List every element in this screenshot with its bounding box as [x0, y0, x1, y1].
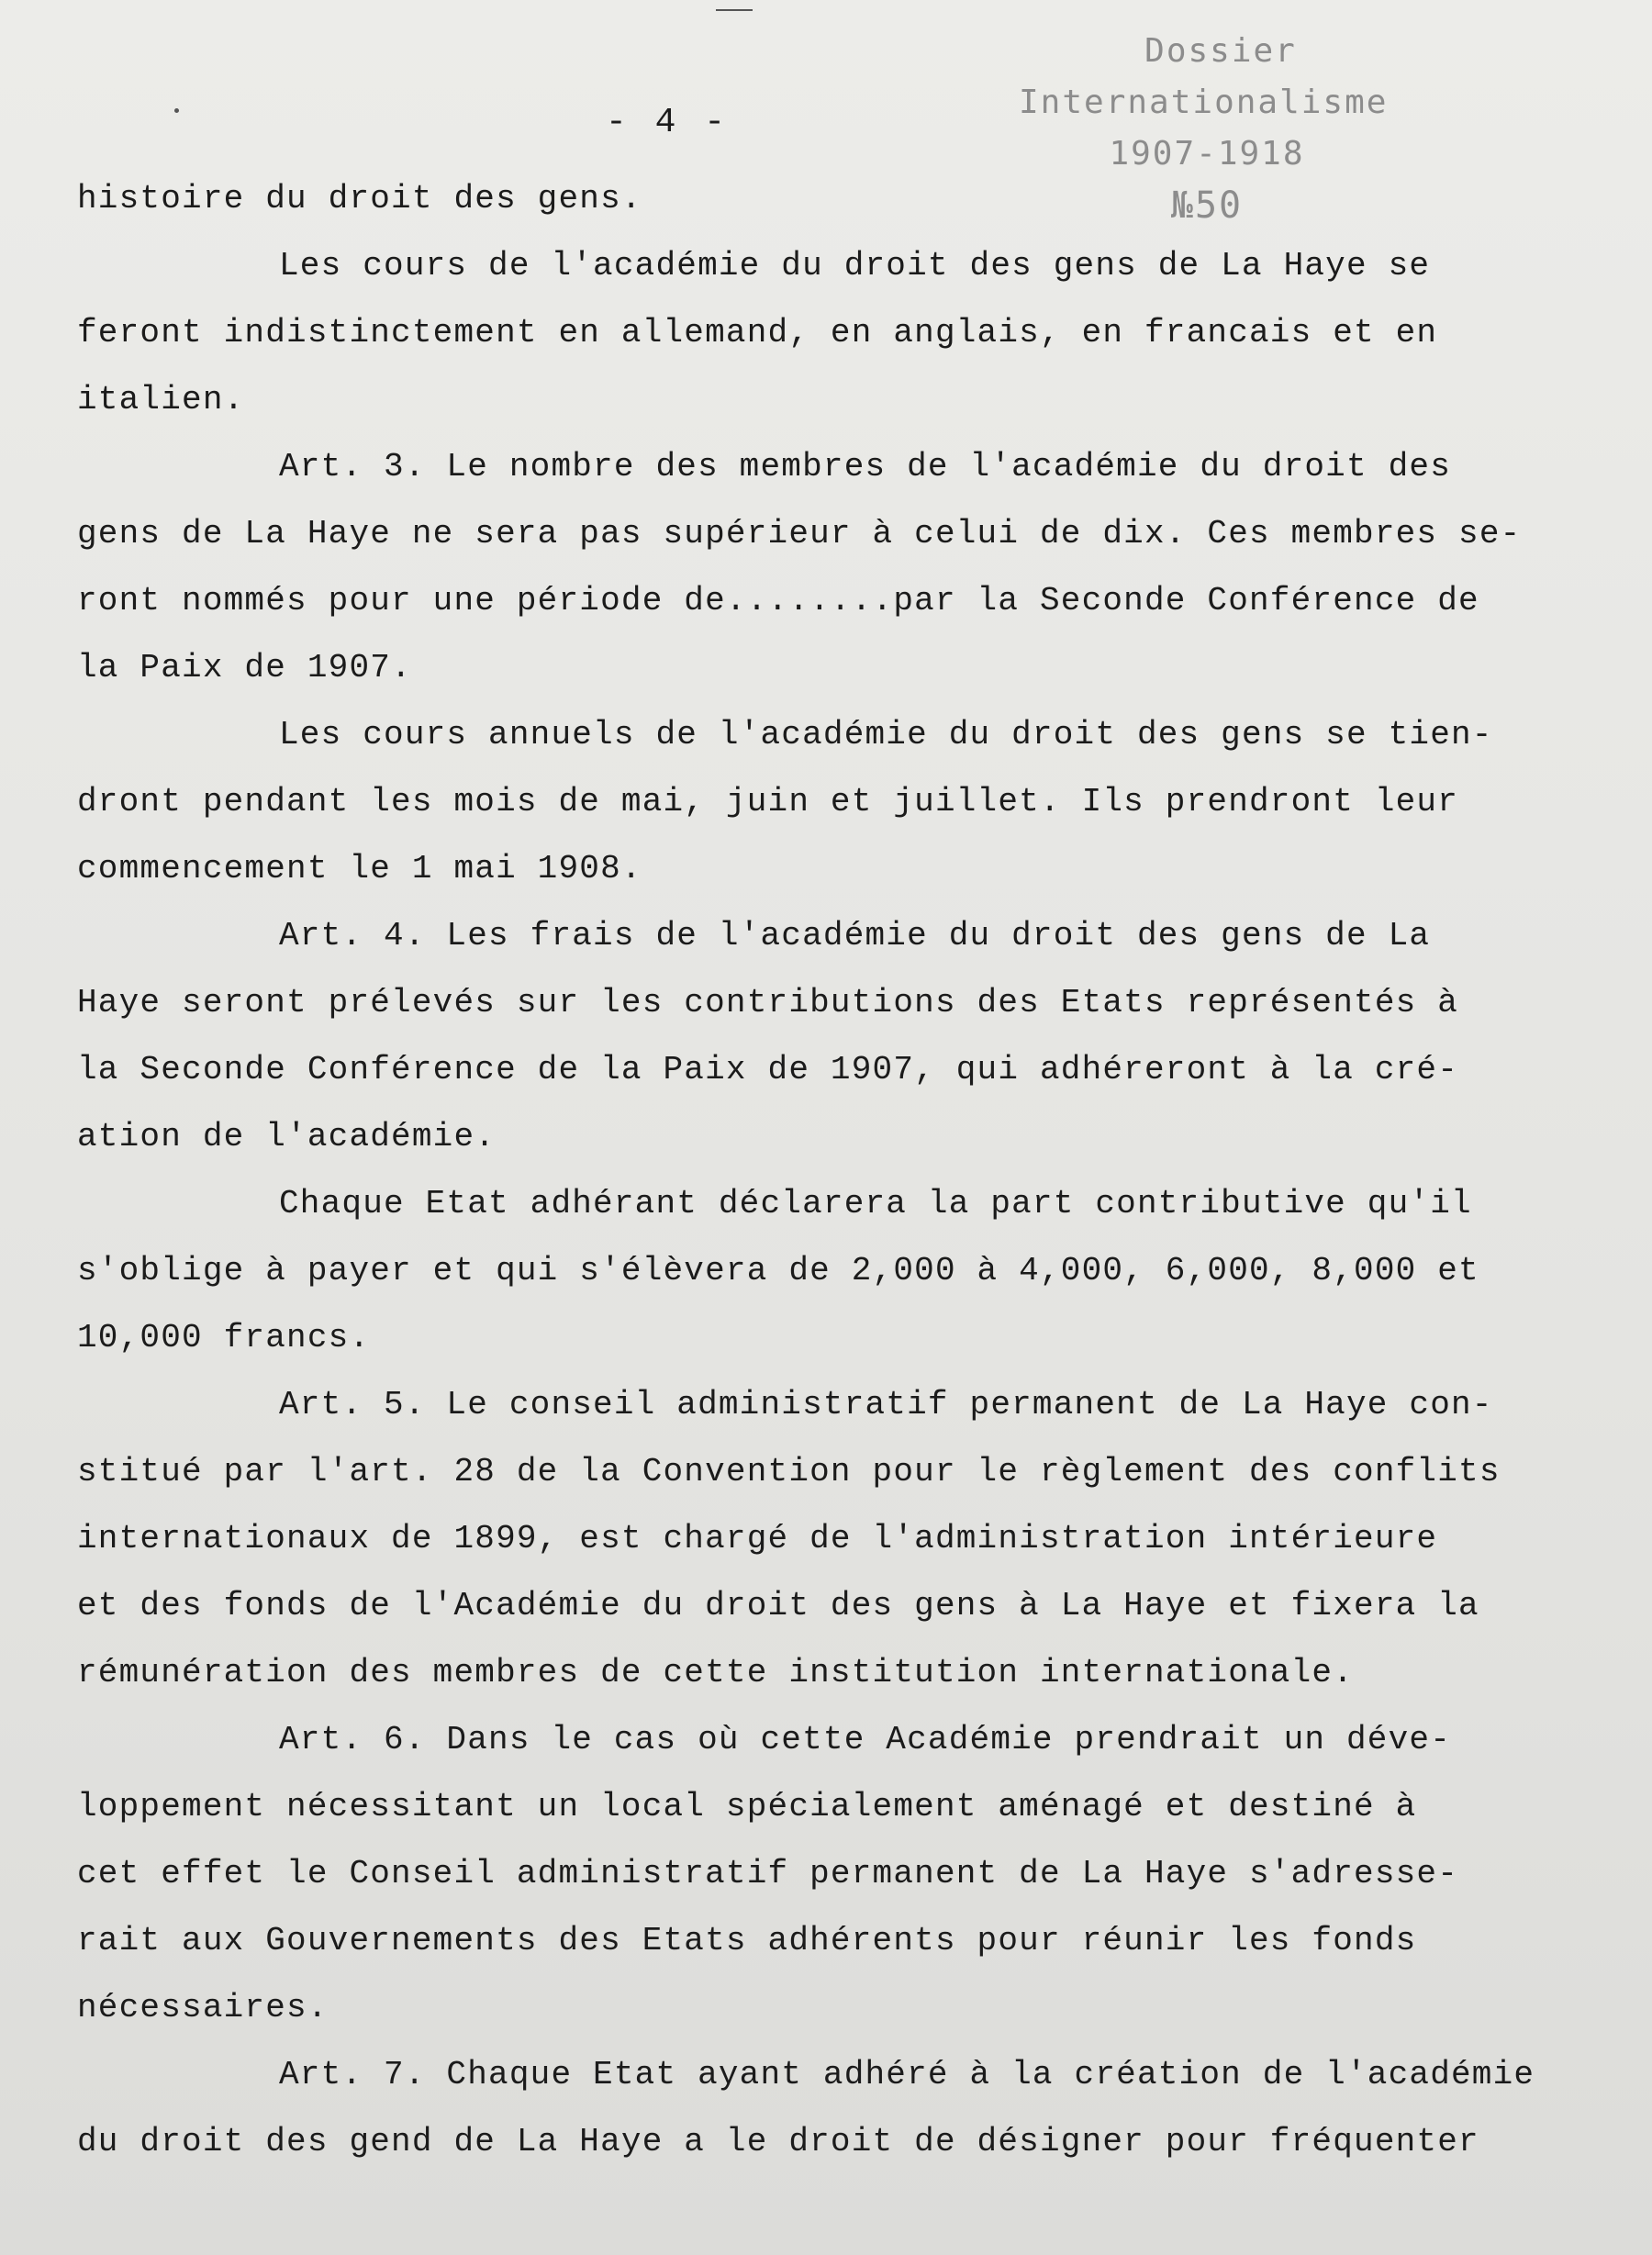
- text-line: histoire du droit des gens.: [77, 180, 642, 218]
- text-line: Haye seront prélevés sur les contributions des Etats représentés à: [77, 984, 1459, 1021]
- text-line: Les cours de l'académie du droit des gens de La Haye se: [279, 247, 1431, 285]
- text-line: Art. 3. Le nombre des membres de l'académie du droit des: [279, 448, 1451, 486]
- text-line: et des fonds de l'Académie du droit des gens à La Haye et fixera la: [77, 1587, 1479, 1624]
- text-line: Art. 4. Les frais de l'académie du droit des gens de La: [279, 917, 1431, 954]
- text-line: ation de l'académie.: [77, 1118, 497, 1155]
- text-line: 10,000 francs.: [77, 1319, 371, 1356]
- text-line: Art. 6. Dans le cas où cette Académie prendrait un déve-: [279, 1721, 1451, 1758]
- text-line: internationaux de 1899, est chargé de l'administration intérieure: [77, 1520, 1438, 1557]
- text-line: dront pendant les mois de mai, juin et juillet. Ils prendront leur: [77, 783, 1459, 821]
- text-line: nécessaires.: [77, 1989, 329, 2026]
- text-line: cet effet le Conseil administratif permanent de La Haye s'adresse-: [77, 1855, 1459, 1892]
- text-line: Les cours annuels de l'académie du droit des gens se tien-: [279, 716, 1493, 754]
- text-line: loppement nécessitant un local spécialement aménagé et destiné à: [77, 1788, 1417, 1825]
- text-line: feront indistinctement en allemand, en anglais, en francais et en: [77, 314, 1438, 352]
- text-line: la Seconde Conférence de la Paix de 1907, qui adhéreront à la cré-: [77, 1051, 1459, 1088]
- text-line: commencement le 1 mai 1908.: [77, 850, 642, 887]
- text-line: rémunération des membres de cette institution internationale.: [77, 1654, 1355, 1691]
- text-line: ront nommés pour une période de........par la Seconde Conférence de: [77, 582, 1479, 620]
- page-number: - 4 -: [606, 103, 730, 142]
- stamp-line-years: 1907-1918: [1109, 135, 1305, 173]
- text-line: gens de La Haye ne sera pas supérieur à celui de dix. Ces membres se-: [77, 515, 1522, 553]
- speck: [174, 108, 179, 113]
- text-line: la Paix de 1907.: [77, 649, 412, 687]
- text-line: rait aux Gouvernements des Etats adhérents pour réunir les fonds: [77, 1922, 1417, 1959]
- stamp-line-collection: Internationalisme: [1019, 84, 1389, 121]
- text-line: italien.: [77, 381, 245, 419]
- text-line: Art. 7. Chaque Etat ayant adhéré à la création de l'académie: [279, 2056, 1535, 2093]
- text-line: s'oblige à payer et qui s'élèvera de 2,000 à 4,000, 6,000, 8,000 et: [77, 1252, 1479, 1289]
- text-line: du droit des gend de La Haye a le droit de désigner pour fréquenter: [77, 2123, 1479, 2160]
- body-text: [77, 165, 1535, 2175]
- text-line: stitué par l'art. 28 de la Convention pour le règlement des conflits: [77, 1453, 1501, 1490]
- speck: [716, 9, 753, 11]
- stamp-line-dossier: Dossier: [1144, 32, 1297, 70]
- stamp-line-number: №50: [1170, 184, 1244, 227]
- text-line: Art. 5. Le conseil administratif permanent de La Haye con-: [279, 1386, 1493, 1423]
- text-line: Chaque Etat adhérant déclarera la part contributive qu'il: [279, 1185, 1472, 1222]
